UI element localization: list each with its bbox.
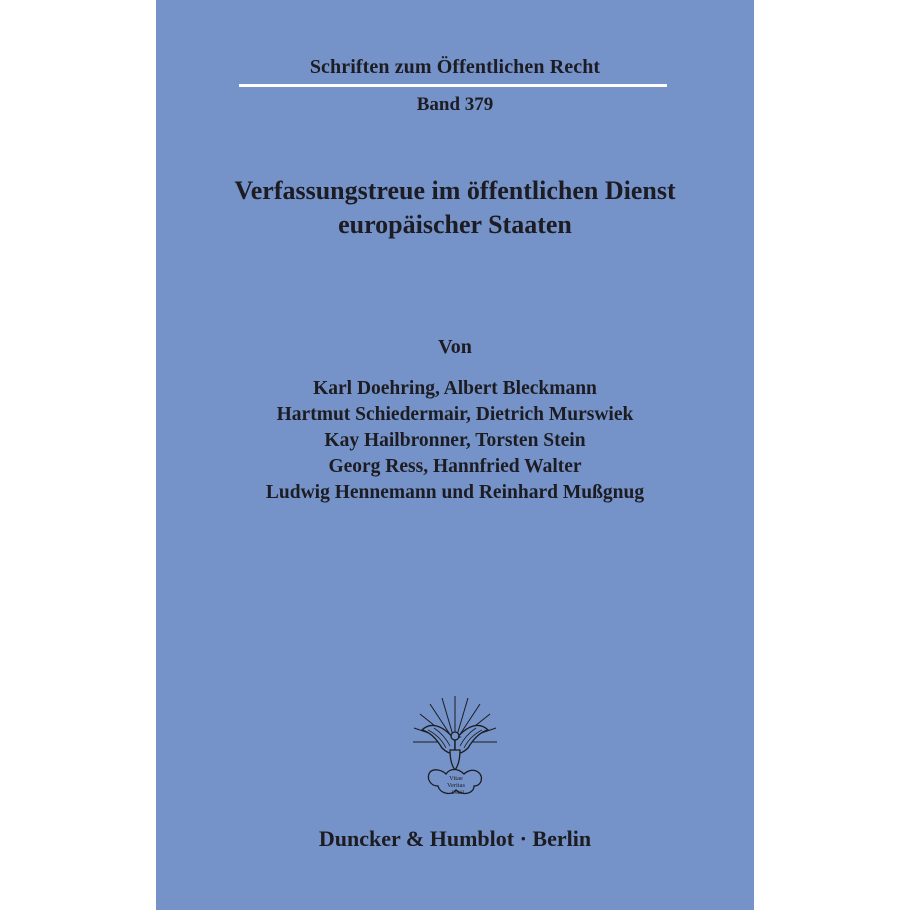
volume-number: Band 379 — [416, 94, 494, 115]
publisher-line: Duncker & Humblot · Berlin — [318, 826, 592, 851]
author-line: Hartmut Schiedermair, Dietrich Murswiek — [276, 404, 634, 425]
book-title — [156, 174, 754, 242]
eagle-emblem-icon — [412, 694, 498, 804]
logo-motto-1: Vitae — [449, 775, 463, 782]
series-title: Schriften zum Öffentlichen Recht — [309, 56, 601, 78]
author-line: Karl Doehring, Albert Bleckmann — [313, 378, 597, 399]
title-line-2: europäischer Staaten — [338, 210, 572, 239]
author-list — [156, 376, 754, 506]
book-cover — [156, 0, 754, 910]
divider-rule — [239, 84, 667, 87]
title-line-1: Verfassungstreue im öffentlichen Dienst — [234, 176, 676, 205]
author-line: Georg Ress, Hannfried Walter — [328, 456, 582, 477]
logo-motto-2: Veritas — [446, 782, 466, 789]
by-label: Von — [438, 336, 472, 358]
logo-initials: D&H — [451, 790, 465, 796]
author-line: Ludwig Hennemann und Reinhard Mußgnug — [265, 482, 645, 503]
author-line: Kay Hailbronner, Torsten Stein — [324, 430, 586, 451]
